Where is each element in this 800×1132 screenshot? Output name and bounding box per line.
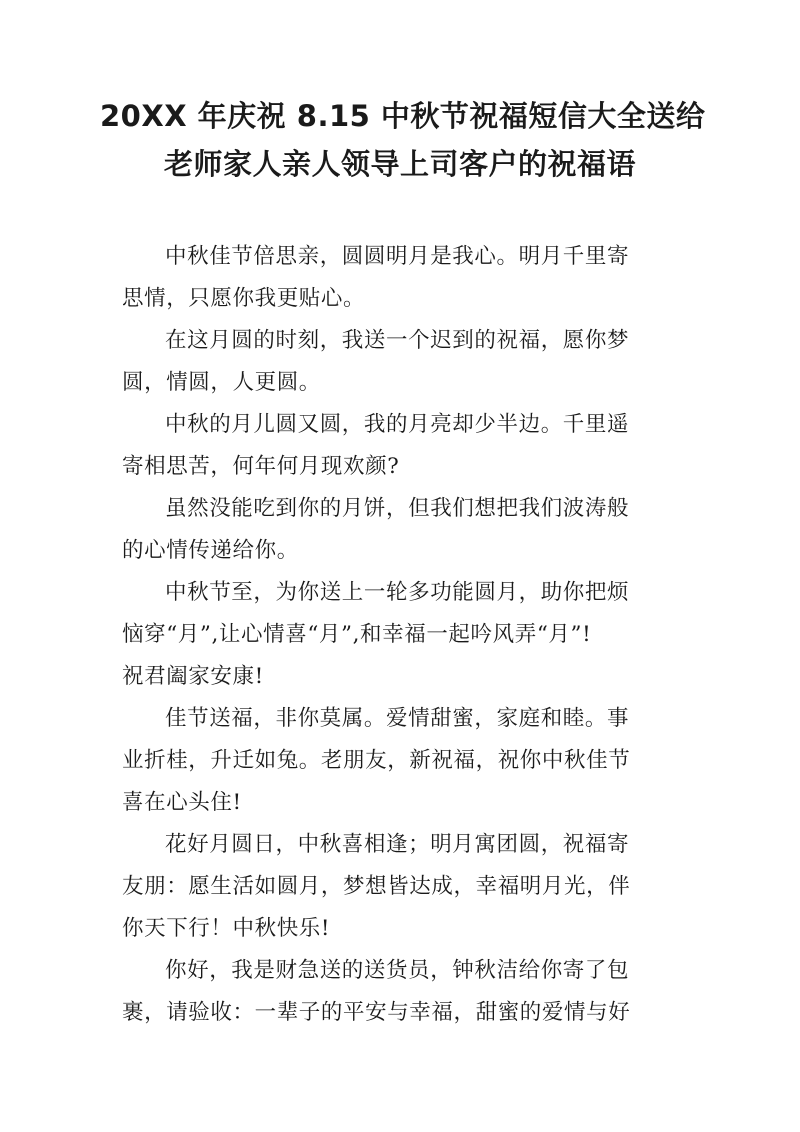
paragraph-3 bbox=[122, 404, 682, 488]
paragraph-line: 中秋节至，为你送上一轮多功能圆月，助你把烦 bbox=[165, 580, 630, 605]
document-title bbox=[100, 92, 706, 188]
paragraph-line: 你好，我是财急送的送货员，钟秋洁给你寄了包 bbox=[165, 958, 630, 983]
paragraph-4 bbox=[122, 488, 682, 572]
paragraph-line: 裹，请验收：一辈子的平安与幸福，甜蜜的爱情与好 bbox=[122, 1000, 631, 1025]
document-body bbox=[122, 236, 682, 1034]
paragraph-line: 中秋的月儿圆又圆，我的月亮却少半边。千里遥 bbox=[165, 412, 630, 437]
paragraph-line: 业折桂，升迁如兔。老朋友，新祝福，祝你中秋佳节 bbox=[122, 748, 631, 773]
title-line-2: 老师家人亲人领导上司客户的祝福语 bbox=[163, 147, 636, 181]
paragraph-6 bbox=[122, 698, 682, 824]
paragraph-line: 佳节送福，非你莫属。爱情甜蜜，家庭和睦。事 bbox=[165, 706, 630, 731]
paragraph-line: 在这月圆的时刻，我送一个迟到的祝福，愿你梦 bbox=[165, 328, 630, 353]
paragraph-2 bbox=[122, 320, 682, 404]
title-line-1: 20XX 年庆祝 8.15 中秋节祝福短信大全送给 bbox=[100, 99, 706, 133]
paragraph-line: 中秋佳节倍思亲，圆圆明月是我心。明月千里寄 bbox=[165, 244, 630, 269]
paragraph-7 bbox=[122, 824, 682, 950]
paragraph-line: 的心情传递给你。 bbox=[122, 538, 299, 563]
paragraph-line: 圆，情圆，人更圆。 bbox=[122, 370, 321, 395]
paragraph-line: 恼穿“月”,让心情喜“月”,和幸福一起吟风弄“月”! bbox=[122, 622, 592, 647]
paragraph-line: 寄相思苦，何年何月现欢颜? bbox=[122, 454, 400, 479]
paragraph-line: 喜在心头住! bbox=[122, 790, 242, 815]
paragraph-5 bbox=[122, 572, 682, 698]
paragraph-1 bbox=[122, 236, 682, 320]
paragraph-line: 祝君阖家安康! bbox=[122, 664, 264, 689]
paragraph-8 bbox=[122, 950, 682, 1034]
paragraph-line: 友朋：愿生活如圆月，梦想皆达成，幸福明月光，伴 bbox=[122, 874, 631, 899]
paragraph-line: 你天下行！中秋快乐! bbox=[122, 916, 331, 941]
paragraph-line: 花好月圆日，中秋喜相逢；明月寓团圆，祝福寄 bbox=[165, 832, 630, 857]
paragraph-line: 思情，只愿你我更贴心。 bbox=[122, 286, 366, 311]
paragraph-line: 虽然没能吃到你的月饼，但我们想把我们波涛般 bbox=[165, 496, 630, 521]
